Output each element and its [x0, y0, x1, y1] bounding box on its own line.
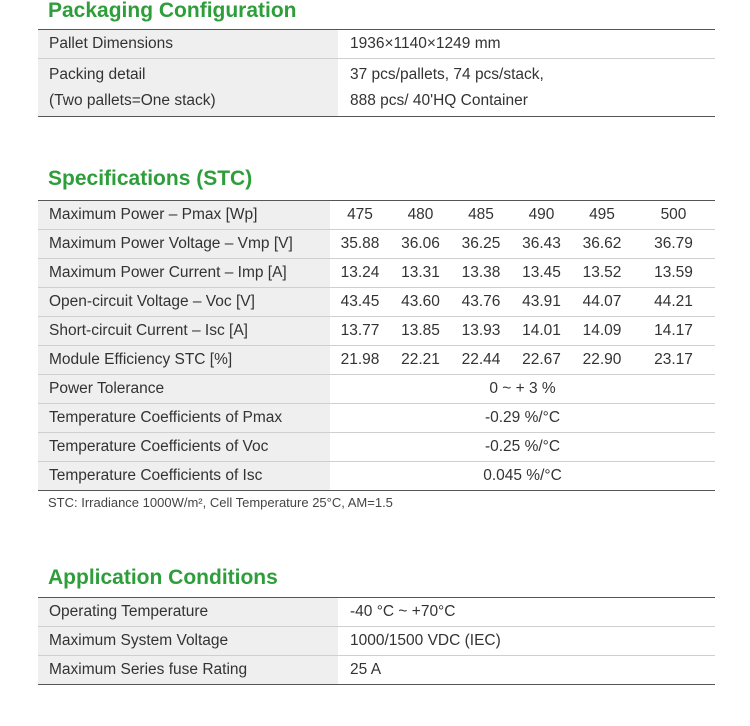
row-value: 25 A: [338, 656, 715, 685]
spec-value: 13.45: [511, 259, 572, 288]
spec-value: 36.62: [572, 230, 632, 259]
spec-value: 36.06: [390, 230, 451, 259]
spec-value: 22.90: [572, 346, 632, 375]
spec-value: 43.91: [511, 288, 572, 317]
row-value: 1936×1140×1249 mm: [338, 30, 715, 59]
table-row: [38, 317, 715, 346]
spec-value: 22.67: [511, 346, 572, 375]
spec-value: 22.44: [451, 346, 511, 375]
table-row: [38, 30, 715, 59]
spec-label: Temperature Coefficients of Isc: [38, 462, 330, 491]
spec-value: 500: [632, 201, 715, 230]
spec-value: 490: [511, 201, 572, 230]
packaging-table: [38, 29, 715, 117]
spec-value: 36.79: [632, 230, 715, 259]
table-row: [38, 375, 715, 404]
spec-value: 13.93: [451, 317, 511, 346]
table-row: [38, 598, 715, 627]
table-row: [38, 462, 715, 491]
spec-value: 22.21: [390, 346, 451, 375]
spec-label: Temperature Coefficients of Voc: [38, 433, 330, 462]
table-row: [38, 656, 715, 685]
row-value: -40 °C ~ +70°C: [338, 598, 715, 627]
spec-value: 21.98: [330, 346, 390, 375]
spec-label: Open-circuit Voltage – Voc [V]: [38, 288, 330, 317]
spec-label: Short-circuit Current – Isc [A]: [38, 317, 330, 346]
table-row: [38, 433, 715, 462]
spec-value: 44.07: [572, 288, 632, 317]
spec-label: Maximum Power – Pmax [Wp]: [38, 201, 330, 230]
table-row: [38, 59, 715, 117]
row-value: [338, 59, 715, 117]
table-row: [38, 201, 715, 230]
spec-value: 14.09: [572, 317, 632, 346]
spec-value: 13.31: [390, 259, 451, 288]
spec-value: 13.52: [572, 259, 632, 288]
table-row: [38, 404, 715, 433]
packaging-title: Packaging Configuration: [48, 0, 297, 22]
spec-value: 13.24: [330, 259, 390, 288]
spec-value: 36.25: [451, 230, 511, 259]
spec-value: -0.25 %/°C: [330, 433, 715, 462]
value-line: 37 pcs/pallets, 74 pcs/stack,: [350, 65, 544, 83]
spec-value: 13.85: [390, 317, 451, 346]
label-line: (Two pallets=One stack): [49, 91, 216, 109]
spec-value: 43.45: [330, 288, 390, 317]
spec-label: Maximum Power Current – Imp [A]: [38, 259, 330, 288]
table-row: [38, 627, 715, 656]
table-row: [38, 259, 715, 288]
spec-value: 13.38: [451, 259, 511, 288]
row-label: Maximum System Voltage: [38, 627, 338, 656]
table-row: [38, 346, 715, 375]
spec-label: Temperature Coefficients of Pmax: [38, 404, 330, 433]
spec-value: 0 ~ + 3 %: [330, 375, 715, 404]
spec-value: 43.76: [451, 288, 511, 317]
spec-value: 35.88: [330, 230, 390, 259]
spec-value: 14.17: [632, 317, 715, 346]
spec-label: Maximum Power Voltage – Vmp [V]: [38, 230, 330, 259]
spec-value: -0.29 %/°C: [330, 404, 715, 433]
table-row: [38, 288, 715, 317]
spec-value: 13.77: [330, 317, 390, 346]
spec-value: 13.59: [632, 259, 715, 288]
specifications-title: Specifications (STC): [48, 167, 253, 190]
spec-value: 480: [390, 201, 451, 230]
spec-label: Module Efficiency STC [%]: [38, 346, 330, 375]
row-value: 1000/1500 VDC (IEC): [338, 627, 715, 656]
spec-value: 0.045 %/°C: [330, 462, 715, 491]
table-row: [38, 230, 715, 259]
spec-value: 485: [451, 201, 511, 230]
spec-value: 23.17: [632, 346, 715, 375]
spec-value: 43.60: [390, 288, 451, 317]
row-label: Operating Temperature: [38, 598, 338, 627]
application-table: [38, 597, 715, 685]
spec-value: 475: [330, 201, 390, 230]
spec-label: Power Tolerance: [38, 375, 330, 404]
value-line: 888 pcs/ 40'HQ Container: [350, 91, 528, 109]
row-label: [38, 59, 338, 117]
spec-value: 44.21: [632, 288, 715, 317]
spec-value: 14.01: [511, 317, 572, 346]
specifications-table: [38, 200, 715, 491]
spec-value: 36.43: [511, 230, 572, 259]
stc-footnote: STC: Irradiance 1000W/m², Cell Temperature 25°C, AM=1.5: [48, 495, 393, 510]
label-line: Packing detail: [49, 65, 146, 83]
application-title: Application Conditions: [48, 566, 278, 589]
row-label: Pallet Dimensions: [38, 30, 338, 59]
row-label: Maximum Series fuse Rating: [38, 656, 338, 685]
spec-value: 495: [572, 201, 632, 230]
